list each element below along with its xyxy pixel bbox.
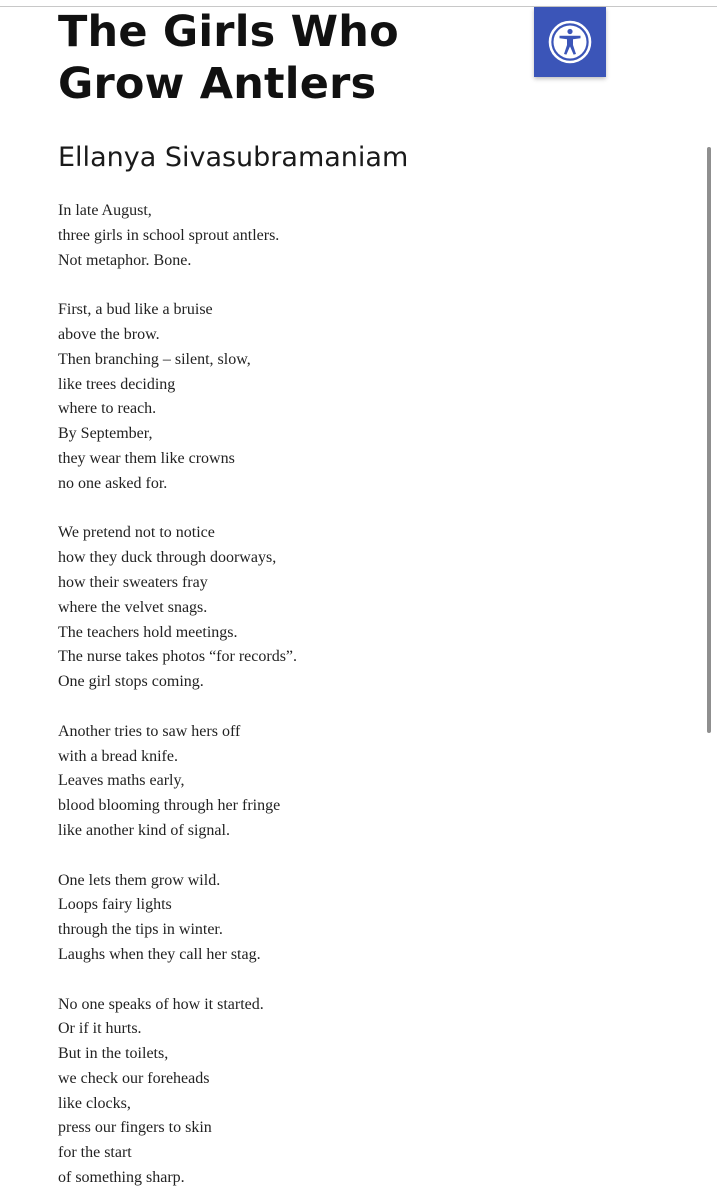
poem-line: above the brow. — [58, 325, 160, 343]
poem-line: Laughs when they call her stag. — [58, 945, 261, 963]
poem-line: One girl stops coming. — [58, 673, 204, 691]
poem-line: In late August, — [58, 202, 152, 219]
poem-line: where to reach. — [58, 400, 157, 418]
poem-line: they wear them like crowns — [58, 449, 235, 467]
poem-stanza — [58, 993, 658, 1191]
poem-line: for the start — [58, 1144, 132, 1162]
poem-line: with a bread knife. — [58, 747, 178, 765]
poem-body — [58, 199, 658, 1191]
poem-line: where the velvet snags. — [58, 598, 208, 616]
accessibility-person-icon — [547, 19, 593, 65]
poem-line: No one speaks of how it started. — [58, 995, 264, 1013]
poem-line: like another kind of signal. — [58, 821, 230, 839]
poem-line: how they duck through doorways, — [58, 549, 277, 567]
poem-line: Or if it hurts. — [58, 1020, 142, 1038]
poem-stanza — [58, 720, 658, 844]
poem-line: By September, — [58, 425, 153, 443]
page-title: The Girls Who Grow Antlers — [58, 7, 399, 109]
poem-line: Not metaphor. Bone. — [58, 251, 192, 269]
poem-line: The teachers hold meetings. — [58, 623, 238, 641]
poem-line: First, a bud like a bruise — [58, 301, 213, 319]
poem-stanza — [58, 199, 658, 273]
poem-line: press our fingers to skin — [58, 1119, 212, 1137]
poem-line: But in the toilets, — [58, 1045, 169, 1063]
poem-line: Then branching – silent, slow, — [58, 350, 251, 368]
poem-line: Loops fairy lights — [58, 896, 172, 914]
poem-line: through the tips in winter. — [58, 921, 223, 939]
poem-line: One lets them grow wild. — [58, 871, 221, 889]
poem-line: three girls in school sprout antlers. — [58, 226, 280, 244]
scrollbar-thumb[interactable] — [707, 147, 711, 733]
poem-line: Leaves maths early, — [58, 772, 185, 790]
poem-line: no one asked for. — [58, 474, 168, 492]
author-name: Ellanya Sivasubramaniam — [58, 142, 409, 173]
poem-line: like clocks, — [58, 1094, 131, 1112]
poem-stanza — [58, 521, 658, 695]
poem-stanza — [58, 869, 658, 968]
poem-line: Another tries to saw hers off — [58, 722, 241, 740]
poem-line: We pretend not to notice — [58, 524, 215, 542]
poem-line: of something sharp. — [58, 1169, 185, 1187]
poem-line: like trees deciding — [58, 375, 176, 393]
poem-line: we check our foreheads — [58, 1069, 210, 1087]
poem-line: blood blooming through her fringe — [58, 797, 281, 815]
poem-stanza — [58, 298, 658, 496]
poem-line: The nurse takes photos “for records”. — [58, 648, 298, 666]
poem-line: how their sweaters fray — [58, 573, 208, 591]
accessibility-button[interactable] — [534, 7, 606, 77]
